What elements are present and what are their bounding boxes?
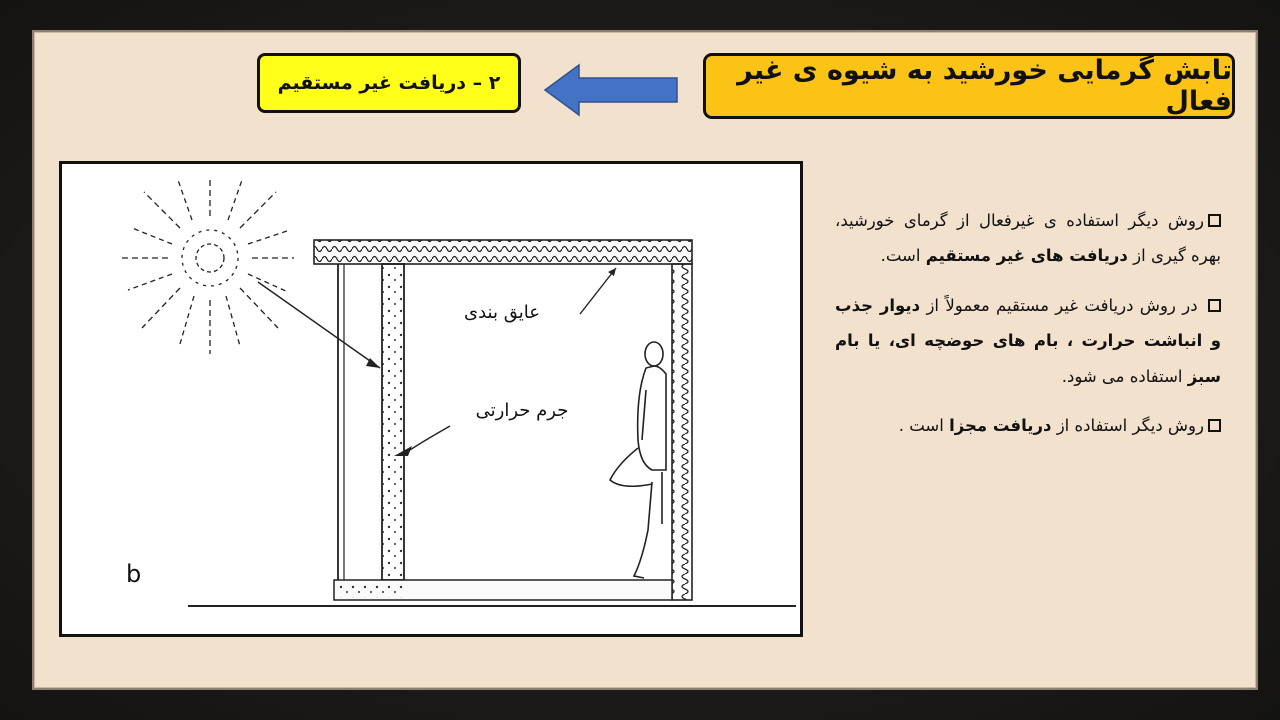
p1-text-b: است. <box>880 246 926 266</box>
p2-bold: دیوار جذب و انباشت حرارت ، بام های حوضچه ای، یا بام سبز <box>835 295 1221 386</box>
p3-text-b: است . <box>898 416 950 436</box>
subtitle-text: ۲ – دریافت غیر مستقیم <box>277 72 501 94</box>
sun-icon <box>122 176 294 354</box>
subtitle-box <box>257 53 521 113</box>
p2-text-a: در روش دریافت غیر مستقیم معمولاً از <box>920 295 1204 315</box>
paragraph-3 <box>835 408 1221 443</box>
wall-insulation <box>672 264 692 600</box>
p1-text-a: روش دیگر استفاده ی غیرفعال از گرمای خورشید، بهره گیری از <box>835 211 1221 266</box>
sun-ray <box>258 282 380 368</box>
thermal-mass-wall <box>382 264 404 580</box>
label-letter: b <box>126 560 142 588</box>
p1-bold: دریافت های غیر مستقیم <box>925 246 1128 266</box>
paragraph-1 <box>835 203 1221 274</box>
paragraph-2 <box>835 288 1221 394</box>
slide-title-text: تابش گرمایی خورشید به شیوه ی غیر فعال <box>737 55 1232 117</box>
label-insulation: عایق بندی <box>464 302 540 323</box>
checkbox-icon <box>1208 419 1221 432</box>
label-thermal-mass: جرم حرارتی <box>475 400 569 421</box>
p3-bold: دریافت مجزا <box>949 416 1052 436</box>
trombe-wall-diagram <box>59 161 803 637</box>
text-column <box>835 203 1221 458</box>
roof-insulation <box>314 240 692 264</box>
p3-text-a: روش دیگر استفاده از <box>1051 416 1204 436</box>
left-arrow-icon <box>543 63 679 117</box>
checkbox-icon <box>1208 214 1221 227</box>
p2-text-b: استفاده می شود. <box>1061 366 1188 386</box>
slide <box>34 32 1256 688</box>
checkbox-icon <box>1208 299 1221 312</box>
slide-title <box>703 53 1235 119</box>
person-figure <box>610 342 666 578</box>
